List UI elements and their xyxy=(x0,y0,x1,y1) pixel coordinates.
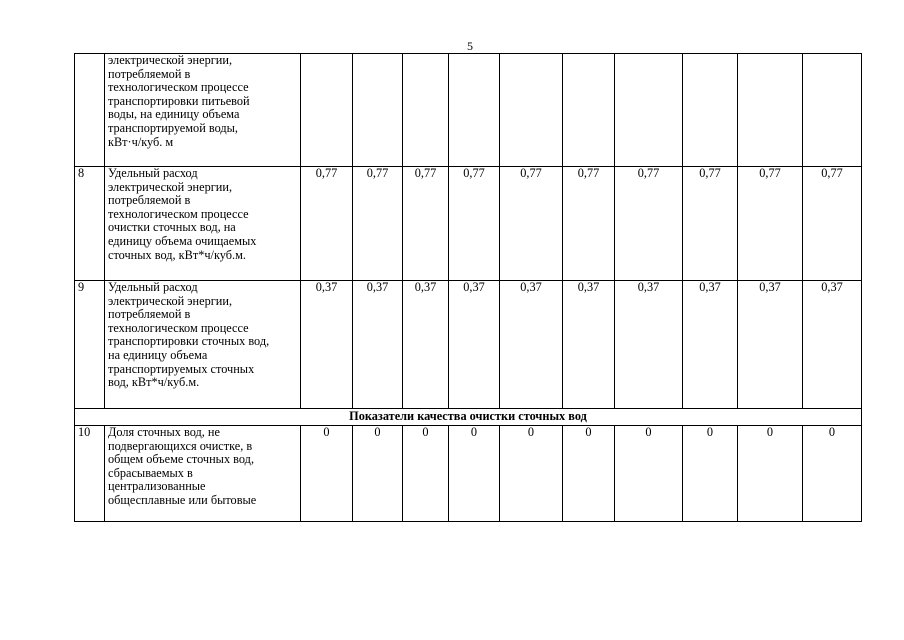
description-line: технологическом процессе xyxy=(108,206,249,221)
description-line: общем объеме сточных вод, xyxy=(108,452,255,467)
indicator-description xyxy=(105,281,301,409)
value-cell: 0,37 xyxy=(683,281,738,409)
value-cell: 0,77 xyxy=(563,167,615,281)
value-cell: 0 xyxy=(449,426,500,522)
description-line: транспортировки сточных вод, xyxy=(108,334,270,349)
value-cell xyxy=(683,54,738,167)
value-cell xyxy=(301,54,353,167)
value-cell: 0,37 xyxy=(803,281,862,409)
description-line: подвергающихся очистке, в xyxy=(108,438,253,453)
table-row xyxy=(75,426,862,522)
table-row xyxy=(75,167,862,281)
indicator-description xyxy=(105,167,301,281)
value-cell: 0 xyxy=(301,426,353,522)
description-line: электрической энергии, xyxy=(108,179,233,194)
value-cell: 0 xyxy=(563,426,615,522)
value-cell: 0,77 xyxy=(738,167,803,281)
description-line: вод, кВт*ч/куб.м. xyxy=(108,375,200,390)
value-cell xyxy=(615,54,683,167)
value-cell: 0 xyxy=(353,426,403,522)
value-cell: 0 xyxy=(738,426,803,522)
description-line: централизованные xyxy=(108,479,206,494)
value-cell xyxy=(563,54,615,167)
value-cell: 0,77 xyxy=(683,167,738,281)
description-line: общесплавные или бытовые xyxy=(108,492,257,507)
value-cell xyxy=(738,54,803,167)
row-number: 10 xyxy=(75,426,105,522)
description-line: транспортируемой воды, xyxy=(108,120,238,135)
value-cell: 0 xyxy=(403,426,449,522)
value-cell: 0,37 xyxy=(615,281,683,409)
description-line: кВт·ч/куб. м xyxy=(108,134,174,149)
value-cell: 0 xyxy=(615,426,683,522)
value-cell xyxy=(403,54,449,167)
value-cell: 0,37 xyxy=(563,281,615,409)
value-cell xyxy=(803,54,862,167)
value-cell: 0,77 xyxy=(301,167,353,281)
description-line: Удельный расход xyxy=(108,166,198,180)
description-line: потребляемой в xyxy=(108,193,191,208)
description-line: потребляемой в xyxy=(108,307,191,322)
indicator-description xyxy=(105,426,301,522)
value-cell: 0,77 xyxy=(615,167,683,281)
value-cell: 0,37 xyxy=(301,281,353,409)
row-number xyxy=(75,54,105,167)
description-line: очистки сточных вод, на xyxy=(108,220,236,235)
value-cell: 0,77 xyxy=(500,167,563,281)
value-cell: 0,37 xyxy=(449,281,500,409)
indicator-description xyxy=(105,54,301,167)
value-cell: 0,77 xyxy=(803,167,862,281)
value-cell: 0 xyxy=(803,426,862,522)
description-line: потребляемой в xyxy=(108,66,191,81)
description-line: технологическом процессе xyxy=(108,80,249,95)
section-heading-row xyxy=(75,409,862,426)
value-cell xyxy=(353,54,403,167)
description-line: Удельный расход xyxy=(108,280,198,294)
description-line: воды, на единицу объема xyxy=(108,107,240,122)
value-cell: 0,37 xyxy=(403,281,449,409)
table-row xyxy=(75,54,862,167)
section-heading: Показатели качества очистки сточных вод xyxy=(75,409,862,426)
description-line: транспортируемых сточных xyxy=(108,361,255,376)
value-cell: 0,77 xyxy=(449,167,500,281)
value-cell: 0,37 xyxy=(500,281,563,409)
value-cell: 0,37 xyxy=(353,281,403,409)
description-line: сбрасываемых в xyxy=(108,465,193,480)
value-cell: 0,77 xyxy=(353,167,403,281)
description-line: электрической энергии, xyxy=(108,293,233,308)
page-number: 5 xyxy=(467,39,473,53)
description-line: технологическом процессе xyxy=(108,320,249,335)
value-cell: 0 xyxy=(683,426,738,522)
table-row xyxy=(75,281,862,409)
value-cell xyxy=(449,54,500,167)
row-number: 8 xyxy=(75,167,105,281)
value-cell: 0,77 xyxy=(403,167,449,281)
value-cell xyxy=(500,54,563,167)
description-line: на единицу объема xyxy=(108,347,208,362)
description-line: электрической энергии, xyxy=(108,53,233,67)
value-cell: 0 xyxy=(500,426,563,522)
row-number: 9 xyxy=(75,281,105,409)
description-line: единицу объема очищаемых xyxy=(108,233,257,248)
table-body xyxy=(75,54,862,522)
description-line: Доля сточных вод, не xyxy=(108,425,220,439)
description-line: сточных вод, кВт*ч/куб.м. xyxy=(108,247,246,262)
indicators-table xyxy=(74,53,862,522)
description-line: транспортировки питьевой xyxy=(108,93,250,108)
value-cell: 0,37 xyxy=(738,281,803,409)
